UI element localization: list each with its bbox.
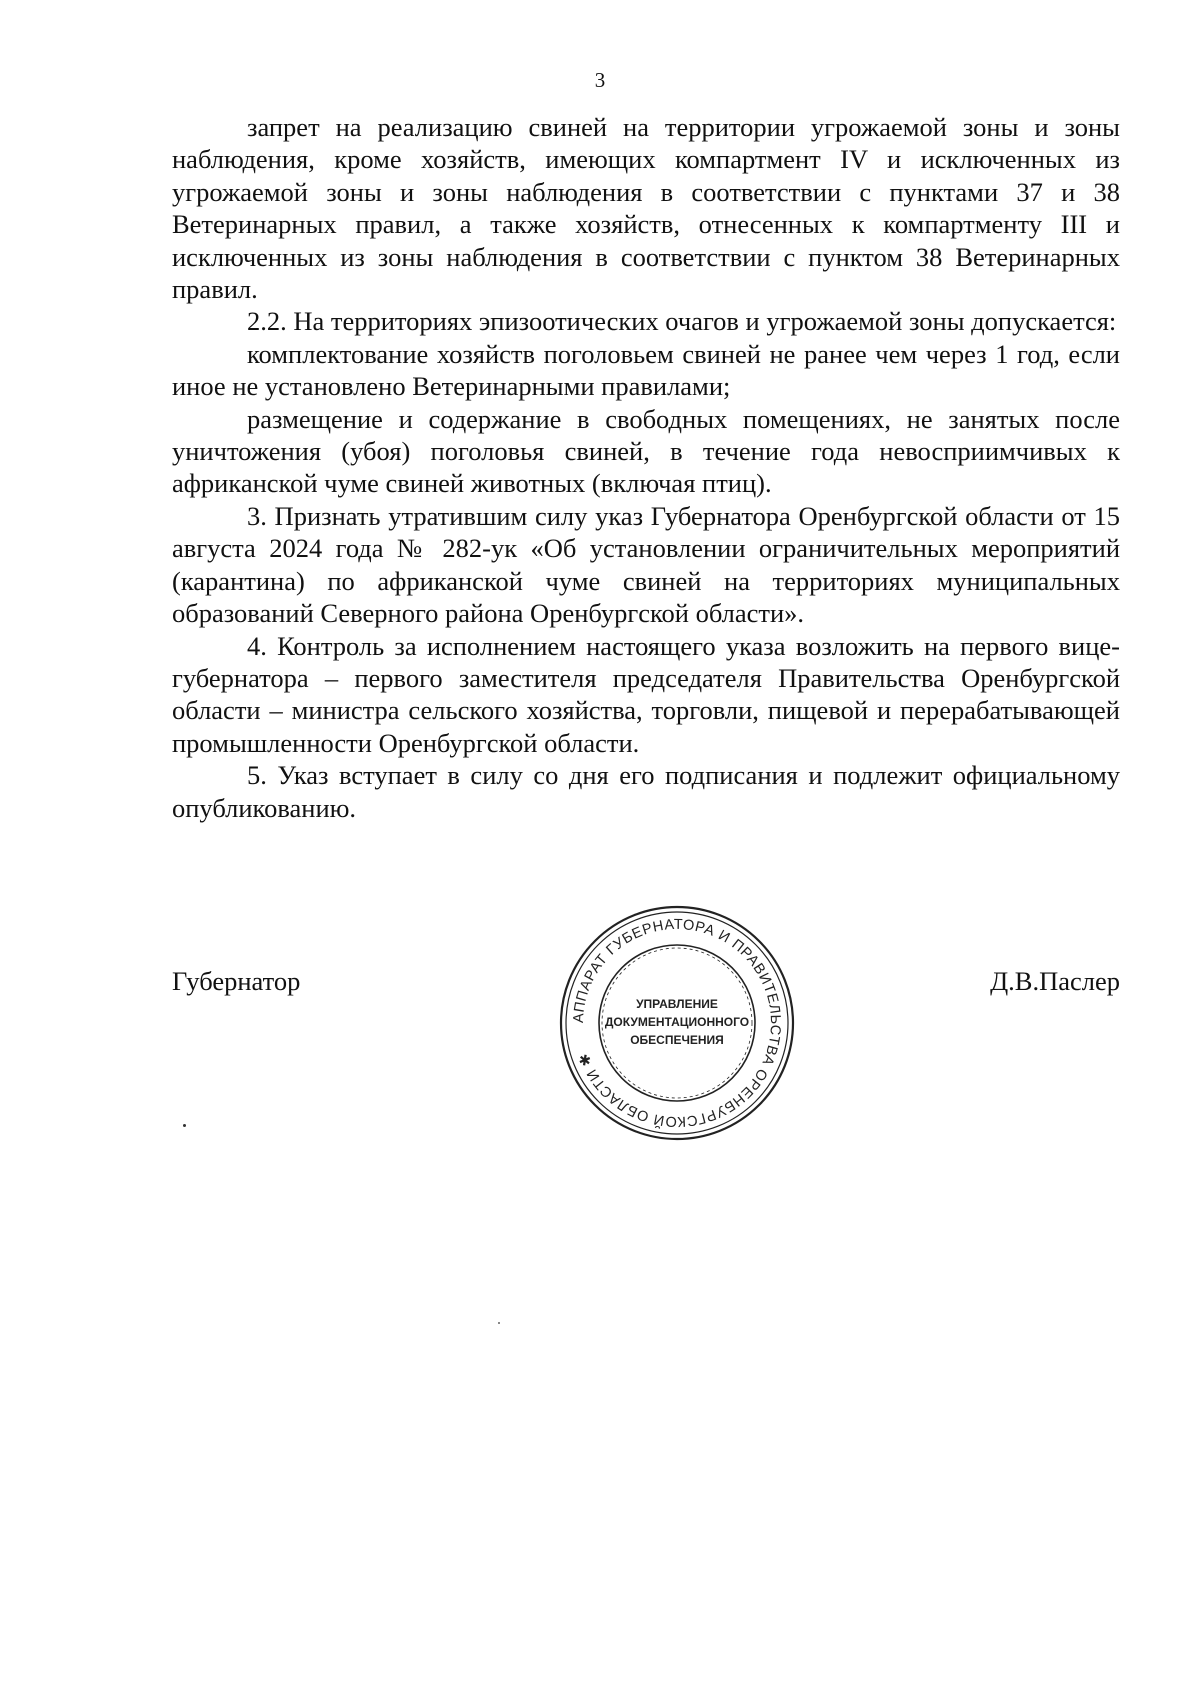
paragraph-restocking: комплектование хозяйств поголовьем свиней не ранее чем через 1 год, если иное не установлено Ветеринарными правилами; [172, 338, 1120, 402]
paragraph-5-effect: 5. Указ вступает в силу со дня его подписания и подлежит официальному опубликованию. [172, 760, 1120, 823]
seal-center-line-1: УПРАВЛЕНИЕ [636, 997, 718, 1011]
stray-dot [183, 1124, 186, 1127]
paragraph-ban-sale: запрет на реализацию свиней на территории угрожаемой зоны и зоны наблюдения, кроме хозяйств, имеющих компартмент IV и исключенных из угрожаемой зоны и зоны наблюдения в соответствии с пунктами 37 и 38 Ветеринарных правил, а также хозяйств, отнесенных к компартменту III и исключенных из зоны наблюдения в соответствии с пунктом 38 Ветеринарных правил. [172, 112, 1120, 305]
stray-dot [498, 1322, 500, 1324]
document-body [172, 111, 1120, 824]
seal-ring-text: АППАРАТ ГУБЕРНАТОРА И ПРАВИТЕЛЬСТВА ОРЕНБУРГСКОЙ ОБЛАСТИ ✱ [570, 916, 784, 1130]
page-number: 3 [594, 68, 606, 92]
paragraph-3-repeal: 3. Признать утратившим силу указ Губернатора Оренбургской области от 15 августа 2024 года № 282-ук «Об установлении ограничительных мероприятий (карантина) по африканской чуме свиней на территориях муниципальных образований Северного района Оренбургской области». [172, 500, 1120, 629]
paragraph-4-control: 4. Контроль за исполнением настоящего указа возложить на первого вице-губернатора – первого заместителя председателя Правительства Оренбургской области – министра сельского хозяйства, торговли, пищевой и перерабатывающей промышленности Оренбургской области. [172, 630, 1120, 758]
paragraph-2-2: 2.2. На территориях эпизоотических очагов и угрожаемой зоны допускается: [247, 306, 1117, 337]
paragraph-housing: размещение и содержание в свободных помещениях, не занятых после уничтожения (убоя) поголовья свиней, в течение года невосприимчивых к африканской чуме свиней животных (включая птиц). [172, 403, 1120, 499]
seal-center-line-2: ДОКУМЕНТАЦИОННОГО [604, 1015, 750, 1029]
seal-center-line-3: ОБЕСПЕЧЕНИЯ [630, 1033, 724, 1047]
signatory-position: Губернатор [172, 966, 301, 996]
official-seal [558, 904, 796, 1142]
signatory-name: Д.В.Паслер [990, 966, 1120, 996]
